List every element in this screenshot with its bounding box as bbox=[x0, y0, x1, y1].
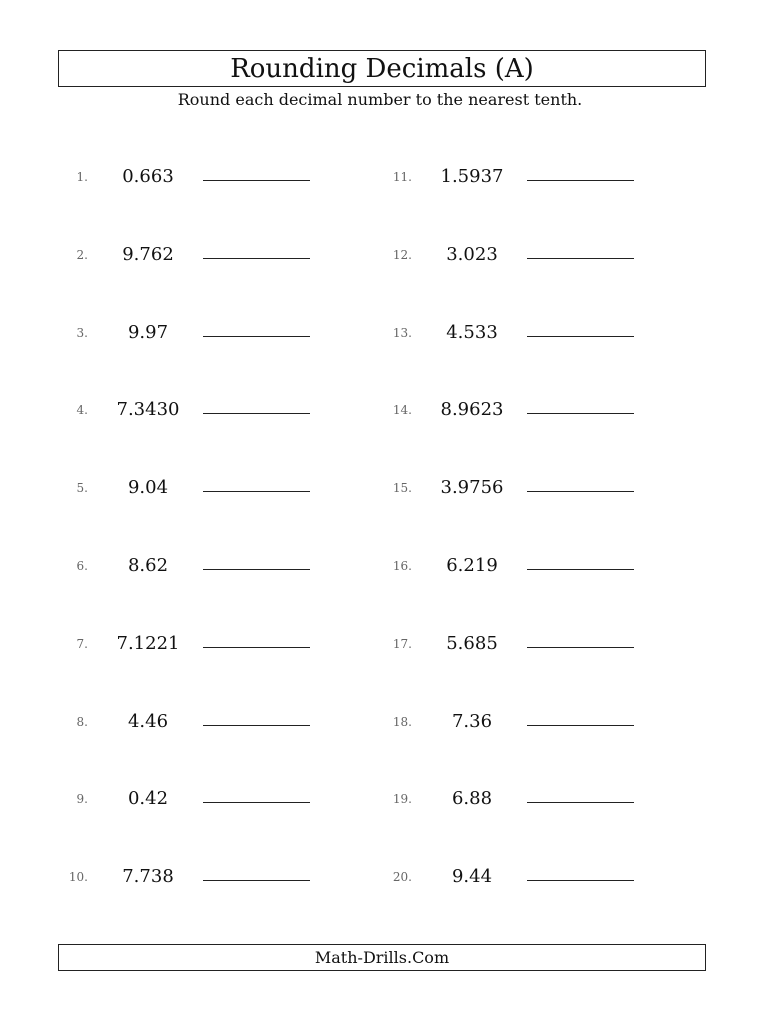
answer-line[interactable] bbox=[527, 180, 634, 181]
answer-line[interactable] bbox=[203, 180, 310, 181]
problem-item bbox=[58, 477, 378, 503]
problem-number: 1. bbox=[76, 170, 88, 184]
problem-number: 20. bbox=[392, 870, 412, 885]
problem-item bbox=[382, 322, 702, 348]
problem-value: 7.3430 bbox=[116, 399, 180, 421]
answer-line[interactable] bbox=[527, 413, 634, 414]
problem-item bbox=[382, 633, 702, 659]
problem-value: 9.762 bbox=[122, 243, 174, 265]
problem-value: 7.36 bbox=[451, 710, 493, 732]
answer-line[interactable] bbox=[527, 258, 634, 259]
answer-line[interactable] bbox=[203, 569, 310, 570]
footer-text: Math-Drills.Com bbox=[314, 948, 450, 967]
answer-line[interactable] bbox=[527, 336, 634, 337]
problem-item bbox=[58, 788, 378, 814]
problem-item bbox=[58, 244, 378, 270]
problem-item bbox=[58, 555, 378, 581]
problem-item bbox=[382, 555, 702, 581]
problem-number: 8. bbox=[76, 714, 88, 729]
problem-number: 17. bbox=[392, 636, 412, 651]
instructions: Round each decimal number to the nearest tenth. bbox=[177, 90, 583, 109]
answer-line[interactable] bbox=[203, 647, 310, 648]
footer bbox=[58, 944, 706, 971]
problem-number: 10. bbox=[68, 870, 88, 885]
answer-line[interactable] bbox=[203, 802, 310, 803]
problem-number: 15. bbox=[392, 481, 412, 496]
answer-line[interactable] bbox=[203, 258, 310, 259]
problem-item bbox=[382, 477, 702, 503]
answer-line[interactable] bbox=[527, 802, 634, 803]
answer-line[interactable] bbox=[203, 725, 310, 726]
problem-number: 9. bbox=[76, 792, 88, 807]
problem-number: 14. bbox=[392, 403, 412, 418]
problem-item bbox=[58, 711, 378, 737]
problem-item bbox=[58, 399, 378, 425]
problem-item bbox=[382, 711, 702, 737]
problem-value: 0.663 bbox=[122, 166, 174, 187]
problem-value: 3.9756 bbox=[440, 477, 504, 499]
problem-value: 7.738 bbox=[122, 866, 174, 888]
problem-number: 2. bbox=[76, 247, 88, 262]
answer-line[interactable] bbox=[527, 647, 634, 648]
problem-number: 5. bbox=[76, 481, 88, 496]
answer-line[interactable] bbox=[527, 569, 634, 570]
title-text: Rounding Decimals (A) bbox=[230, 53, 534, 84]
answer-line[interactable] bbox=[203, 413, 310, 414]
problem-number: 18. bbox=[392, 714, 412, 729]
problem-number: 7. bbox=[76, 636, 88, 651]
problem-item bbox=[58, 166, 378, 192]
problem-number: 6. bbox=[76, 559, 88, 573]
problem-item bbox=[382, 244, 702, 270]
problem-number: 19. bbox=[392, 792, 412, 807]
problem-number: 12. bbox=[392, 247, 412, 262]
problem-value: 6.219 bbox=[446, 555, 498, 576]
problem-item bbox=[58, 322, 378, 348]
problem-value: 9.04 bbox=[127, 477, 169, 499]
answer-line[interactable] bbox=[527, 491, 634, 492]
problem-value: 8.9623 bbox=[440, 399, 504, 421]
problem-value: 0.42 bbox=[127, 788, 169, 810]
problem-value: 8.62 bbox=[127, 555, 169, 576]
problem-number: 4. bbox=[76, 403, 88, 418]
problem-value: 4.46 bbox=[127, 710, 169, 732]
problem-value: 9.97 bbox=[127, 321, 169, 343]
problem-number: 11. bbox=[392, 170, 412, 184]
problem-value: 4.533 bbox=[446, 321, 498, 343]
problem-value: 5.685 bbox=[446, 632, 498, 654]
answer-line[interactable] bbox=[203, 336, 310, 337]
answer-line[interactable] bbox=[203, 880, 310, 881]
problem-item bbox=[382, 788, 702, 814]
problem-number: 16. bbox=[392, 559, 412, 573]
problem-value: 7.1221 bbox=[116, 632, 180, 654]
problem-item bbox=[58, 633, 378, 659]
problem-number: 13. bbox=[392, 325, 412, 340]
problem-value: 6.88 bbox=[451, 788, 493, 810]
problem-item bbox=[382, 866, 702, 892]
problem-value: 1.5937 bbox=[440, 166, 504, 187]
answer-line[interactable] bbox=[203, 491, 310, 492]
problem-item bbox=[382, 166, 702, 192]
problem-item bbox=[382, 399, 702, 425]
answer-line[interactable] bbox=[527, 725, 634, 726]
problem-value: 3.023 bbox=[446, 243, 498, 265]
answer-line[interactable] bbox=[527, 880, 634, 881]
problem-item bbox=[58, 866, 378, 892]
problem-number: 3. bbox=[76, 325, 88, 340]
problem-value: 9.44 bbox=[451, 866, 493, 888]
